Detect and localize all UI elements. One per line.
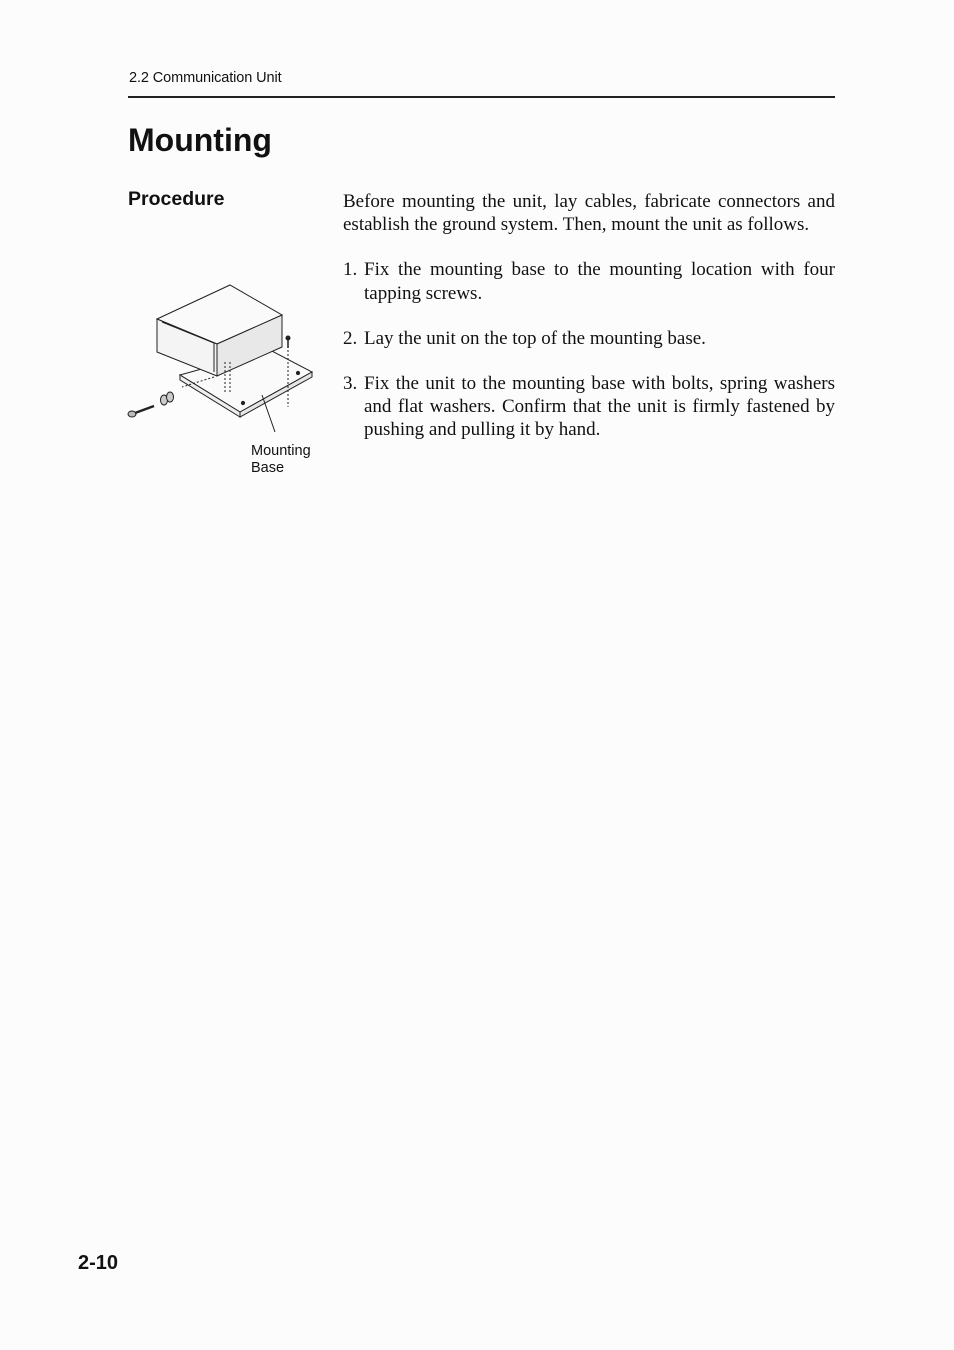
- base-screw-hole: [296, 371, 299, 374]
- section-title: Procedure: [128, 188, 225, 210]
- header-rule: [128, 96, 835, 98]
- step-number: 2.: [343, 327, 358, 349]
- running-header: 2.2 Communication Unit: [129, 70, 282, 86]
- caption-line: Base: [251, 460, 285, 476]
- step-item: [343, 372, 835, 442]
- body-text: [343, 190, 835, 464]
- step-item: [343, 258, 835, 304]
- base-screw-hole: [241, 401, 244, 404]
- page-title: Mounting: [128, 122, 272, 158]
- mounting-illustration: [122, 282, 322, 432]
- page-number: 2-10: [78, 1252, 119, 1274]
- bolt-washer-assembly: [128, 392, 174, 417]
- figure-caption: [251, 443, 311, 477]
- caption-line: Mounting: [251, 443, 311, 459]
- top-screw: [286, 336, 290, 340]
- step-item: [343, 327, 835, 350]
- intro-paragraph: Before mounting the unit, lay cables, fabricate connectors and establish the ground system. Then, mount the unit as follows.: [343, 191, 835, 236]
- step-text: Lay the unit on the top of the mounting base.: [364, 327, 706, 349]
- step-text: Fix the mounting base to the mounting location with four tapping screws.: [364, 259, 835, 304]
- step-number: 3.: [343, 373, 358, 395]
- step-number: 1.: [343, 259, 358, 281]
- step-text: Fix the unit to the mounting base with bolts, spring washers and flat washers. Confirm that the unit is firmly fastened by pushing and pulling it by hand.: [364, 373, 835, 441]
